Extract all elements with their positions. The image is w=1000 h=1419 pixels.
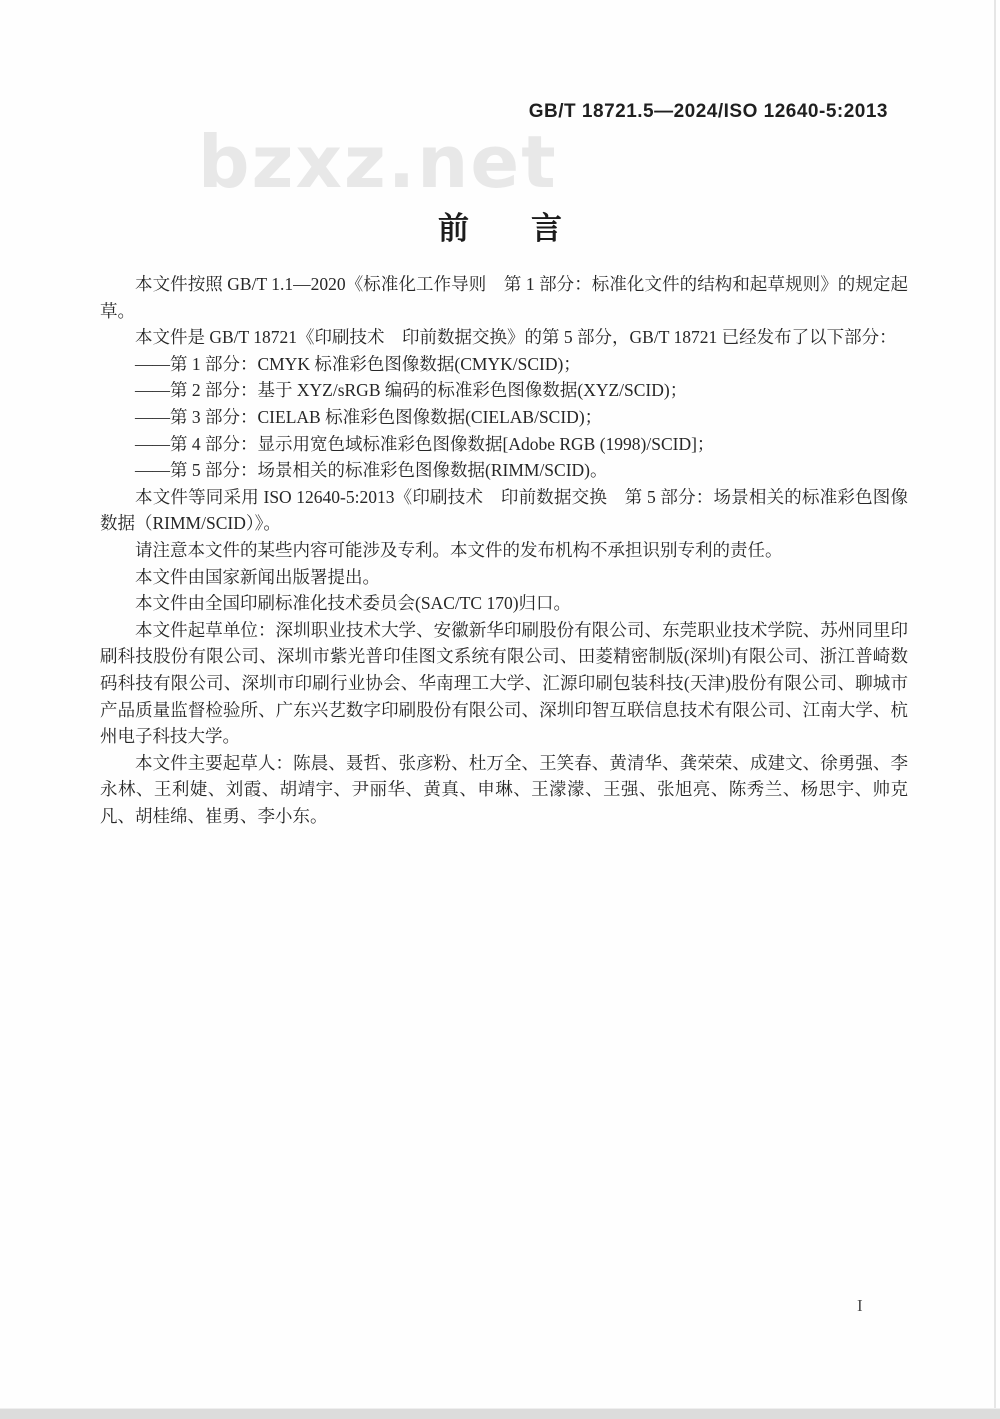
foreword-paragraph: 本文件由全国印刷标准化技术委员会(SAC/TC 170)归口。 [135,593,572,614]
page-number: I [857,1296,863,1315]
foreword-list-item: ——第 3 部分：CIELAB 标准彩色图像数据(CIELAB/SCID)； [135,406,603,427]
foreword-paragraph: 本文件按照 GB/T 1.1—2020《标准化工作导则 第 1 部分：标准化文件的结构和起草规则》的规定起草。 [100,274,908,321]
foreword-list-item: ——第 2 部分：基于 XYZ/sRGB 编码的标准彩色图像数据(XYZ/SCID)； [135,380,688,401]
foreword-list-item: ——第 1 部分：CMYK 标准彩色图像数据(CMYK/SCID)； [135,353,581,374]
scan-bottom-edge [0,1408,1000,1419]
foreword-paragraph: 本文件起草单位：深圳职业技术大学、安徽新华印刷股份有限公司、东莞职业技术学院、苏州同里印刷科技股份有限公司、深圳市紫光普印佳图文系统有限公司、田菱精密制版(深圳)有限公司、浙江普崎数码科技有限公司、深圳市印刷行业协会、华南理工大学、汇源印刷包装科技(天津)股份有限公司、聊城市产品质量监督检验所、广东兴艺数字印刷股份有限公司、深圳印智互联信息技术有限公司、江南大学、杭州电子科技大学。 [100,619,908,747]
watermark-text: bzxz.net [198,120,558,204]
foreword-paragraph: 本文件主要起草人：陈晨、聂哲、张彦粉、杜万全、王笑春、黄清华、龚荣荣、成建文、徐勇强、李永林、王利婕、刘霞、胡靖宇、尹丽华、黄真、申琳、王濛濛、王强、张旭亮、陈秀兰、杨思宇、帅克凡、胡桂绵、崔勇、李小东。 [100,752,908,826]
page-title: 前 言 [438,210,562,246]
foreword-list-item: ——第 5 部分：场景相关的标准彩色图像数据(RIMM/SCID)。 [135,460,608,481]
foreword-paragraph: 本文件由国家新闻出版署提出。 [135,566,380,587]
standard-number: GB/T 18721.5—2024/ISO 12640-5:2013 [528,101,888,122]
foreword-paragraph: 请注意本文件的某些内容可能涉及专利。本文件的发布机构不承担识别专利的责任。 [135,539,783,560]
foreword-body [100,271,908,829]
foreword-list-item: ——第 4 部分：显示用宽色域标准彩色图像数据[Adobe RGB (1998)/SCID]； [135,433,715,454]
foreword-paragraph: 本文件是 GB/T 18721《印刷技术 印前数据交换》的第 5 部分，GB/T 18721 已经发布了以下部分： [135,327,897,348]
foreword-paragraph: 本文件等同采用 ISO 12640-5:2013《印刷技术 印前数据交换 第 5 部分：场景相关的标准彩色图像数据（RIMM/SCID）》。 [100,486,908,534]
